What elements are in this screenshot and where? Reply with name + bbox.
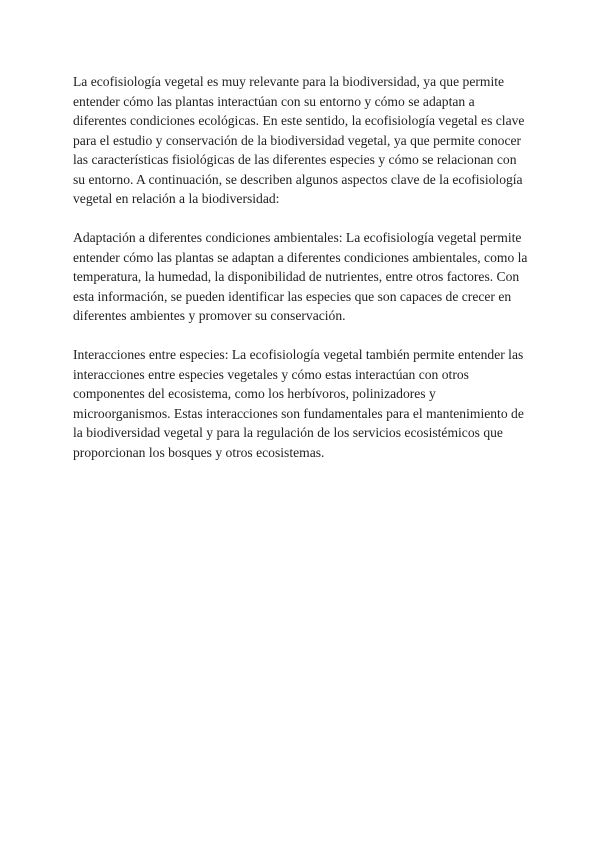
paragraph-interactions: Interacciones entre especies: La ecofisiología vegetal también permite entender las interacciones entre especies vegetales y cómo estas interactúan con otros componentes del ecosistema, como los herbívoros, polinizadores y microorganismos. Estas interacciones son fundamentales para el mantenimiento de la biodiversidad vegetal y para la regulación de los servicios ecosistémicos que proporcionan los bosques y otros ecosistemas. <box>73 347 524 460</box>
paragraph-intro: La ecofisiología vegetal es muy relevante para la biodiversidad, ya que permite entender cómo las plantas interactúan con su entorno y cómo se adaptan a diferentes condiciones ecológicas. En este sentido, la ecofisiología vegetal es clave para el estudio y conservación de la biodiversidad vegetal, ya que permite conocer las características fisiológicas de las diferentes especies y cómo se relacionan con su entorno. A continuación, se describen algunos aspectos clave de la ecofisiología vegetal en relación a la biodiversidad: <box>73 74 525 206</box>
document-body <box>73 72 529 462</box>
paragraph-adaptation: Adaptación a diferentes condiciones ambientales: La ecofisiología vegetal permite entender cómo las plantas se adaptan a diferentes condiciones ambientales, como la temperatura, la humedad, la disponibilidad de nutrientes, entre otros factores. Con esta información, se pueden identificar las especies que son capaces de crecer en diferentes ambientes y promover su conservación. <box>73 230 528 323</box>
